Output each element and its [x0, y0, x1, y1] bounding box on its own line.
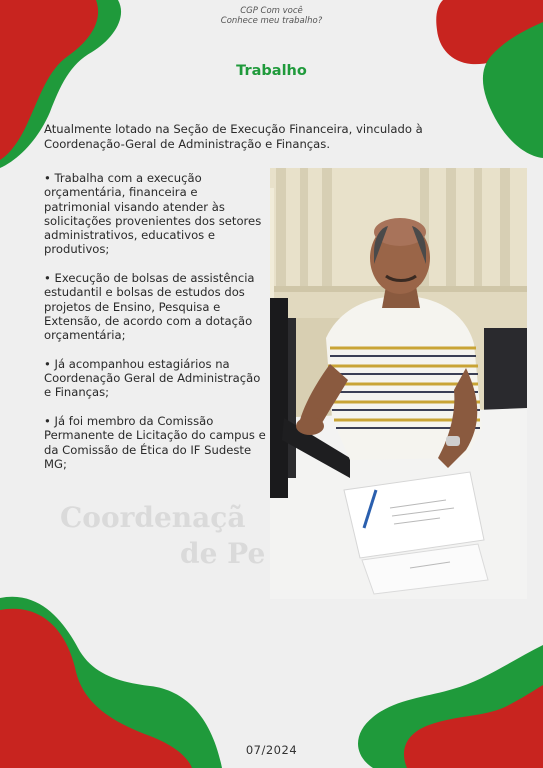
header-caption — [0, 6, 543, 26]
intro-paragraph: Atualmente lotado na Seção de Execução Financeira, vinculado à Coordenação-Geral de Administração e Finanças. — [44, 122, 423, 151]
footer-date: 07/2024 — [245, 743, 298, 757]
bullet-item: • Já foi membro da Comissão Permanente de Licitação do campus e da Comissão de Ética do IF Sudeste MG; — [44, 414, 266, 471]
watermark-line-1: Coordenaçã — [60, 501, 246, 534]
bullet-item: • Execução de bolsas de assistência estudantil e bolsas de estudos dos projetos de Ensino, Pesquisa e Extensão, de acordo com a dotação orçamentária; — [44, 271, 255, 343]
watermark-line-2: de Pe — [180, 537, 266, 570]
bullet-item: • Trabalha com a execução orçamentária, financeira e patrimonial visando atender às solicitações provenientes dos setores administrativos, educativos e produtivos; — [44, 171, 262, 257]
bottom-left-blob — [0, 590, 230, 768]
watermark-text — [60, 500, 265, 572]
employee-photo — [270, 168, 527, 599]
header-line-2: Conhece meu trabalho? — [220, 16, 323, 26]
bullet-list — [44, 171, 266, 486]
page-title: Trabalho — [236, 63, 307, 79]
header-line-1: CGP Com você — [240, 6, 303, 16]
bullet-item: • Já acompanhou estagiários na Coordenação Geral de Administração e Finanças; — [44, 356, 261, 400]
